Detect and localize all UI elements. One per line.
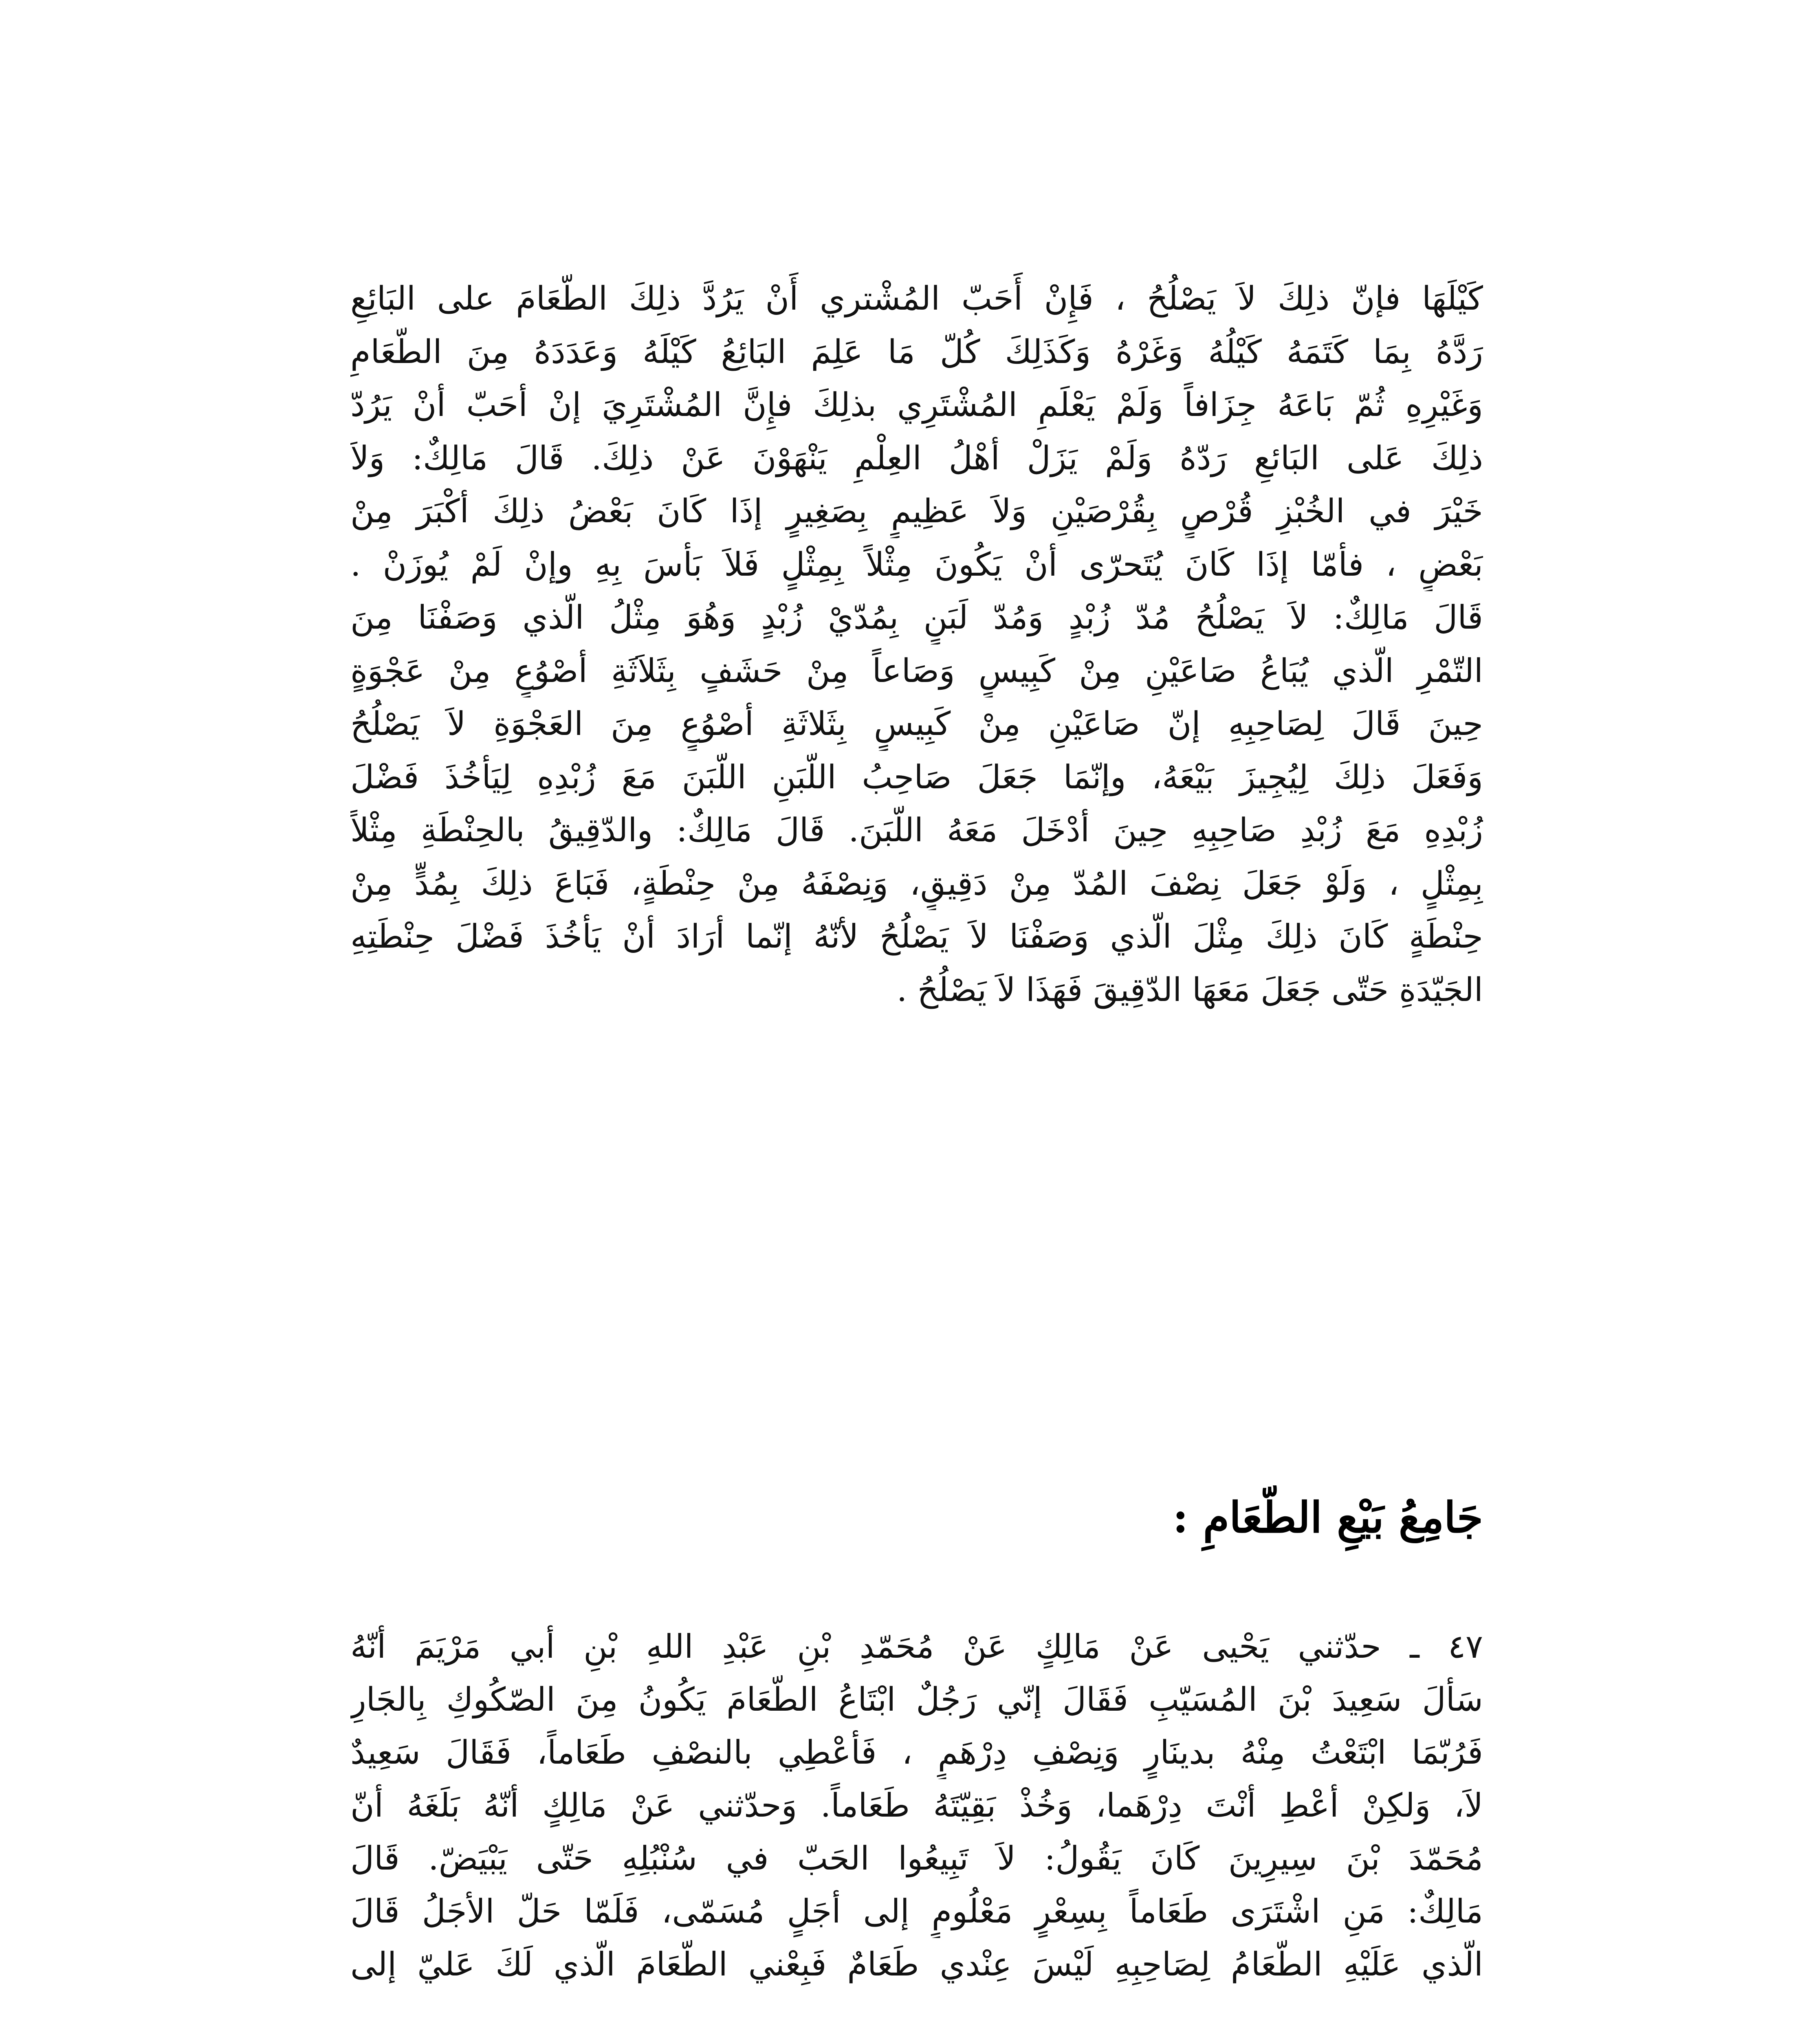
text-line: وَفَعَلَ ذلِكَ لِيُجِيزَ بَيْعَهُ، وإنّمَا جَعَلَ صَاحِبُ اللّبَنِ اللّبَنَ مَعَ زُبْدِهِ لِيَأخُذَ فَضْلَ: [350, 758, 1483, 796]
text-line: التّمْرِ الّذي يُبَاعُ صَاعَيْنِ مِنْ كَبِيسٍ وَصَاعاً مِنْ حَشَفٍ بِثَلاَثَةِ أصْوُعٍ مِنْ عَجْوَةٍ: [350, 651, 1483, 690]
text-line: كَيْلَهَا فإنّ ذلِكَ لاَ يَصْلُحُ ، فَإِنْ أَحَبّ المُشْتري أَنْ يَرُدَّ ذلِكَ الطّعَامَ على البَائِعِ: [350, 279, 1483, 317]
text-line: قَالَ مَالِكٌ: لاَ يَصْلُحُ مُدّ زُبْدٍ وَمُدّ لَبَنٍ بِمُدّيْ زُبْدٍ وَهُوَ مِثْلُ الّذي وَصَفْنَا مِنَ: [350, 598, 1483, 636]
text-line: الجَيّدَةِ حَتّى جَعَلَ مَعَهَا الدّقِيقَ فَهَذَا لاَ يَصْلُحُ .: [896, 970, 1483, 1009]
text-line: لاَ، وَلكِنْ أعْطِ أنْتَ دِرْهَما، وَخُذْ بَقِيّتَهُ طَعَاماً. وَحدّثني عَنْ مَالِكٍ أنّهُ بَلَغَهُ أنّ: [350, 1786, 1483, 1824]
top-paragraph: [350, 272, 1483, 1016]
text-line: حِنْطَةٍ كَانَ ذلِكَ مِثْلَ الّذي وَصَفْنَا لاَ يَصْلُحُ لأنّهُ إنّما أرَادَ أنْ يَأخُذَ فَضْلَ حِنْطَتِهِ: [350, 917, 1483, 955]
text-line: بَعْضٍ ، فأمّا إذَا كَانَ يُتَحرّى أنْ يَكُونَ مِثْلاً بِمِثْلٍ فَلاَ بَأسَ بِهِ وإنْ لَمْ يُوزَنْ .: [350, 545, 1483, 583]
text-line: حِينَ قَالَ لِصَاحِبِهِ إنّ صَاعَيْنِ مِنْ كَبِيسٍ بِثَلاثَةِ أصْوُعٍ مِنَ العَجْوَةِ لاَ يَصْلُحُ: [350, 705, 1483, 743]
bottom-paragraph: [350, 1620, 1483, 1991]
text-line: سَألَ سَعِيدَ بْنَ المُسَيّبِ فَقَالَ إنّي رَجُلٌ ابْتَاعُ الطّعَامَ يَكُونُ مِنَ الصّكُوكِ بِالجَارِ: [350, 1681, 1483, 1718]
text-line: خَيْرَ في الخُبْزِ قُرْصٍ بِقُرْصَيْنِ وَلاَ عَظِيمٍ بِصَغِيرٍ إذَا كَانَ بَعْضُ ذلِكَ أكْبَرَ مِنْ: [350, 492, 1483, 530]
text-line: الّذي عَلَيْهِ الطّعَامُ لِصَاحِبِهِ لَيْسَ عِنْدي طَعَامٌ فَبِعْني الطّعَامَ الّذي لَكَ عَليّ إلى: [350, 1945, 1483, 1983]
text-line: زُبْدِهِ مَعَ زُبْدِ صَاحِبِهِ حِينَ أدْخَلَ مَعَهُ اللّبَنَ. قَالَ مَالِكٌ: والدّقِيقُ بالحِنْطَةِ مِثْلاً: [350, 811, 1483, 849]
text-line: ٤٧ ـ حدّثني يَحْيى عَنْ مَالِكٍ عَنْ مُحَمّدِ بْنِ عَبْدِ اللهِ بْنِ أبي مَرْيَمَ أنّهُ: [350, 1628, 1483, 1665]
text-line: مَالِكٌ: مَنِ اشْتَرَى طَعَاماً بِسِعْرٍ مَعْلُومٍ إلى أجَلٍ مُسَمّى، فَلَمّا حَلّ الأجَلُ قَالَ: [350, 1892, 1483, 1930]
text-line: فَرُبّمَا ابْتَعْتُ مِنْهُ بدينَارٍ وَنِصْفِ دِرْهَمٍ ، فَأعْطِي بالنصْفِ طَعَاماً، فَقَالَ سَعِيدٌ: [350, 1733, 1483, 1771]
text-line: ذلِكَ عَلى البَائعِ رَدّهُ وَلَمْ يَزَلْ أهْلُ العِلْمِ يَنْهَوْنَ عَنْ ذلِكَ. قَالَ مَالِكٌ: وَلاَ: [350, 439, 1483, 477]
text-line: بِمِثْلٍ ، وَلَوْ جَعَلَ نِصْفَ المُدّ مِنْ دَقِيقٍ، وَنِصْفَهُ مِنْ حِنْطَةٍ، فَبَاعَ ذلِكَ بِمُدٍّ مِنْ: [350, 864, 1483, 902]
text-line: وَغَيْرِهِ ثُمّ بَاعَهُ جِزَافاً وَلَمْ يَعْلَمِ المُشْتَرِي بذلِكَ فإِنَّ المُشْتَرِيَ إنْ أحَبّ أنْ يَرُدّ: [350, 386, 1483, 424]
section-heading: جَامِعُ بَيْعِ الطّعَامِ :: [1173, 1492, 1483, 1542]
text-line: رَدَّهُ بِمَا كَتَمَهُ كَيْلُهُ وَغَرْهُ وَكَذَلِكَ كُلّ مَا عَلِمَ البَائِعُ كَيْلَهُ وَعَدَدَهُ مِنَ الطّعَامِ: [350, 332, 1483, 371]
text-line: مُحَمّدَ بْنَ سِيرِينَ كَانَ يَقُولُ: لاَ تَبِيعُوا الحَبّ في سُنْبُلِهِ حَتّى يَبْيَضّ. قَالَ: [350, 1839, 1483, 1877]
